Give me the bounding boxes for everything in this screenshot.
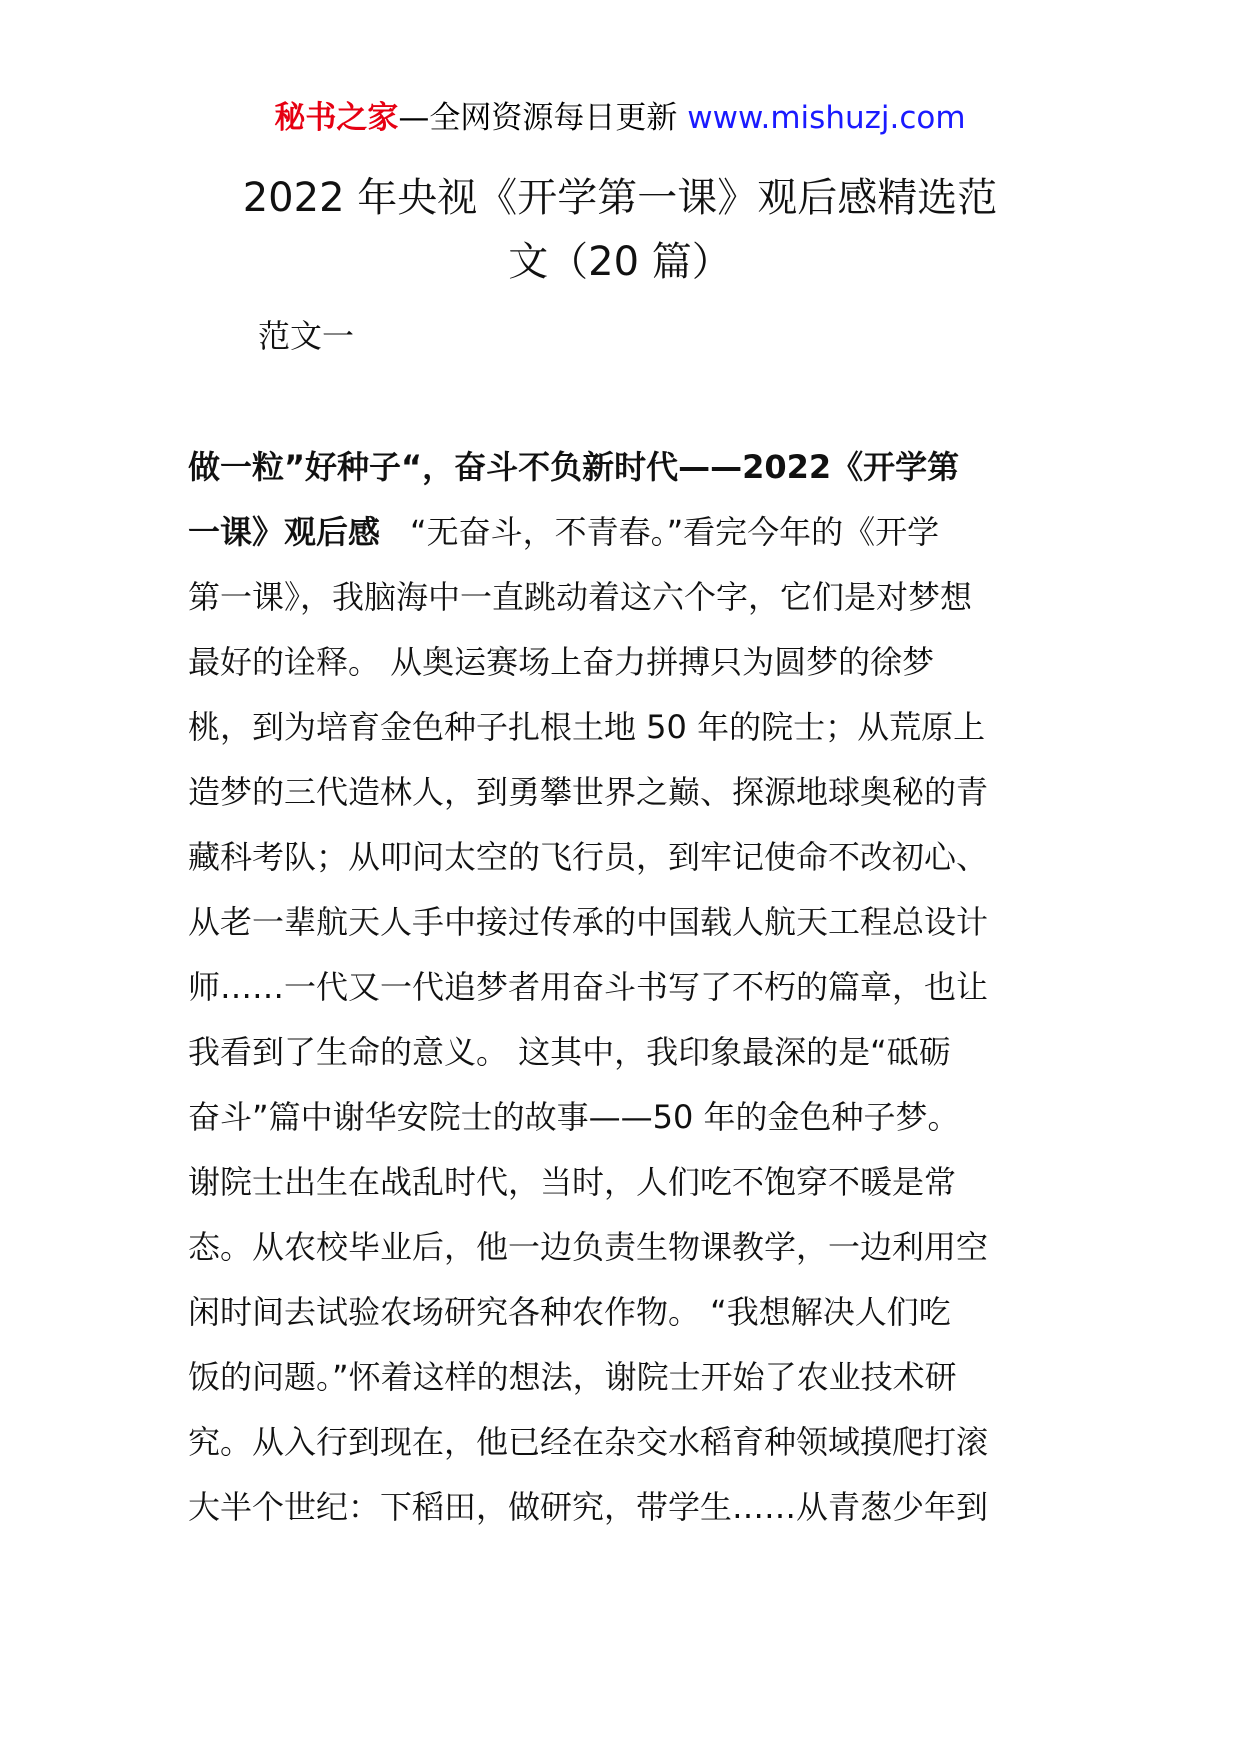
article-line: 态。从农校毕业后，他一边负责生物课教学，一边利用空	[188, 1228, 989, 1266]
article-line: 奋斗”篇中谢华安院士的故事——50 年的金色种子梦。	[188, 1098, 960, 1136]
article-line: 大半个世纪：下稻田，做研究，带学生……从青葱少年到	[188, 1488, 989, 1526]
article-line-2	[188, 500, 1058, 565]
article-line: 藏科考队；从叩问太空的飞行员，到牢记使命不改初心、	[188, 838, 989, 876]
article-line: 从老一辈航天人手中接过传承的中国载人航天工程总设计	[188, 903, 989, 941]
article-line: 最好的诠释。 从奥运赛场上奋力拼搏只为圆梦的徐梦	[188, 643, 935, 681]
title-line-1: 2022 年央视《开学第一课》观后感精选范	[242, 175, 998, 221]
site-url-link[interactable]: www.mishuzj.com	[687, 100, 966, 136]
title-line-2: 文（20 篇）	[508, 239, 732, 285]
article-line: 师……一代又一代追梦者用奋斗书写了不朽的篇章，也让	[188, 968, 989, 1006]
header-tagline: —全网资源每日更新	[398, 100, 678, 136]
article-line: 究。从入行到现在，他已经在杂交水稻育种领域摸爬打滚	[188, 1423, 989, 1461]
article-line: 闲时间去试验农场研究各种农作物。 “我想解决人们吃	[188, 1293, 951, 1331]
site-header	[0, 98, 1240, 138]
article-heading-line-2: 一课》观后感	[188, 513, 381, 551]
article-heading-line-1: 做一粒”好种子“，奋斗不负新时代——2022《开学第	[188, 448, 960, 486]
article-line: 造梦的三代造林人，到勇攀世界之巅、探源地球奥秘的青	[188, 773, 989, 811]
article-body	[188, 435, 1058, 1540]
article-line: 谢院士出生在战乱时代，当时，人们吃不饱穿不暖是常	[188, 1163, 957, 1201]
section-label: 范文一	[258, 317, 355, 355]
article-line: 桃，到为培育金色种子扎根土地 50 年的院士；从荒原上	[188, 708, 986, 746]
brand-name: 秘书之家	[274, 100, 399, 136]
article-line: 我看到了生命的意义。 这其中，我印象最深的是“砥砺	[188, 1033, 951, 1071]
article-line-2-text: “无奋斗，不青春。”看完今年的《开学	[410, 513, 940, 551]
document-title	[190, 166, 1050, 294]
article-line: 第一课》，我脑海中一直跳动着这六个字，它们是对梦想	[188, 578, 973, 616]
article-line: 饭的问题。”怀着这样的想法，谢院士开始了农业技术研	[188, 1358, 957, 1396]
